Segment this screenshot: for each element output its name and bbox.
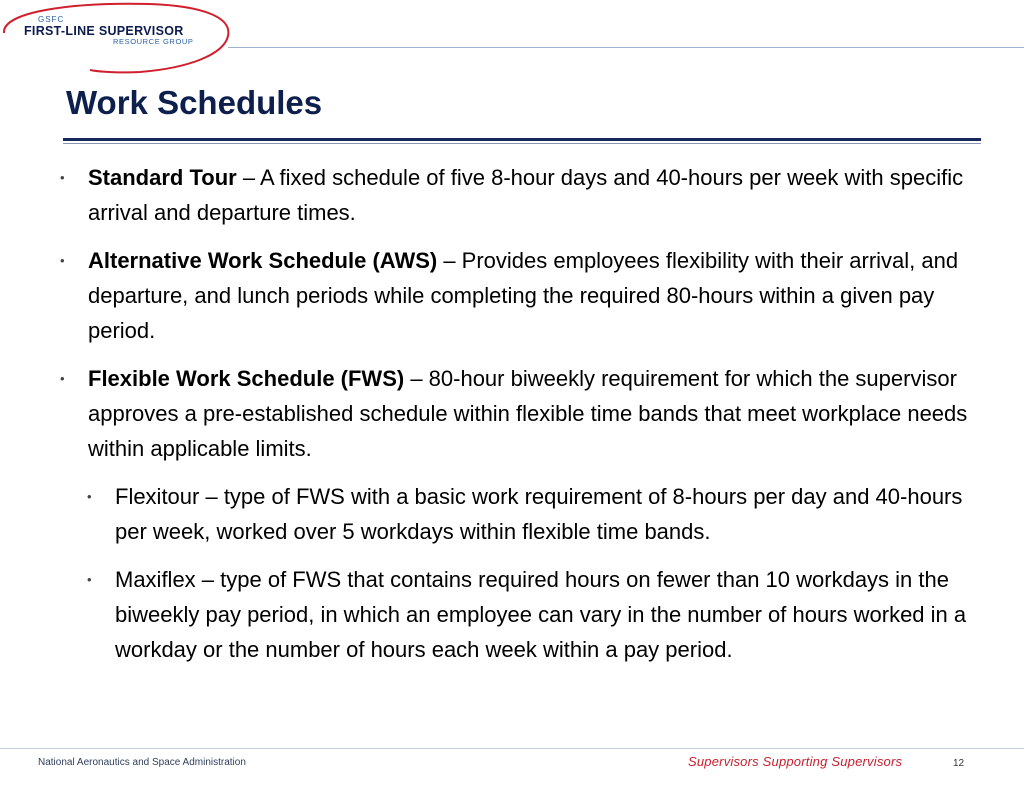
bullet-text: Maxiflex – type of FWS that contains required hours on fewer than 10 workdays in the biweekly pay period, in which an employee can vary in the number of hours worked in a workday or the number of hours each week within a pay period. bbox=[115, 567, 967, 662]
title-underline-thin bbox=[63, 143, 981, 144]
bullet-dot-icon: • bbox=[87, 489, 92, 504]
bullet-text: – Provides employees flexibility with their arrival, and departure, and lunch periods while completing the required 80-hours within a given pay period. bbox=[88, 248, 959, 343]
bullet-dot-icon: • bbox=[60, 170, 65, 185]
logo-org-text: GSFC bbox=[38, 15, 65, 24]
page-number: 12 bbox=[953, 758, 965, 769]
bullet-item bbox=[60, 160, 980, 230]
bullet-term: Alternative Work Schedule (AWS) bbox=[88, 248, 438, 273]
footer-divider bbox=[0, 748, 1024, 749]
logo-name-text: FIRST-LINE SUPERVISOR bbox=[24, 24, 184, 38]
header-divider bbox=[228, 47, 1024, 48]
sub-bullet-item bbox=[60, 479, 980, 549]
sub-bullet-item bbox=[60, 562, 980, 667]
logo bbox=[0, 0, 260, 80]
bullet-text: – A fixed schedule of five 8-hour days and 40-hours per week with specific arrival and departure times. bbox=[88, 165, 964, 225]
bullet-text: Flexitour – type of FWS with a basic work requirement of 8-hours per day and 40-hours per week, worked over 5 workdays within flexible time bands. bbox=[115, 484, 963, 544]
logo-sub-text: RESOURCE GROUP bbox=[113, 37, 194, 46]
bullet-dot-icon: • bbox=[87, 572, 92, 587]
bullet-list bbox=[60, 160, 980, 680]
footer-tagline: Supervisors Supporting Supervisors bbox=[688, 754, 903, 769]
bullet-dot-icon: • bbox=[60, 253, 65, 268]
bullet-dot-icon: • bbox=[60, 371, 65, 386]
title-underline bbox=[63, 138, 981, 141]
bullet-item bbox=[60, 243, 980, 348]
bullet-text: – 80-hour biweekly requirement for which the supervisor approves a pre-established schedule within flexible time bands that meet workplace needs within applicable limits. bbox=[88, 366, 968, 461]
bullet-term: Standard Tour bbox=[88, 165, 237, 190]
bullet-term: Flexible Work Schedule (FWS) bbox=[88, 366, 405, 391]
footer-agency: National Aeronautics and Space Administration bbox=[38, 757, 246, 768]
slide-title: Work Schedules bbox=[66, 84, 323, 121]
bullet-item bbox=[60, 361, 980, 466]
